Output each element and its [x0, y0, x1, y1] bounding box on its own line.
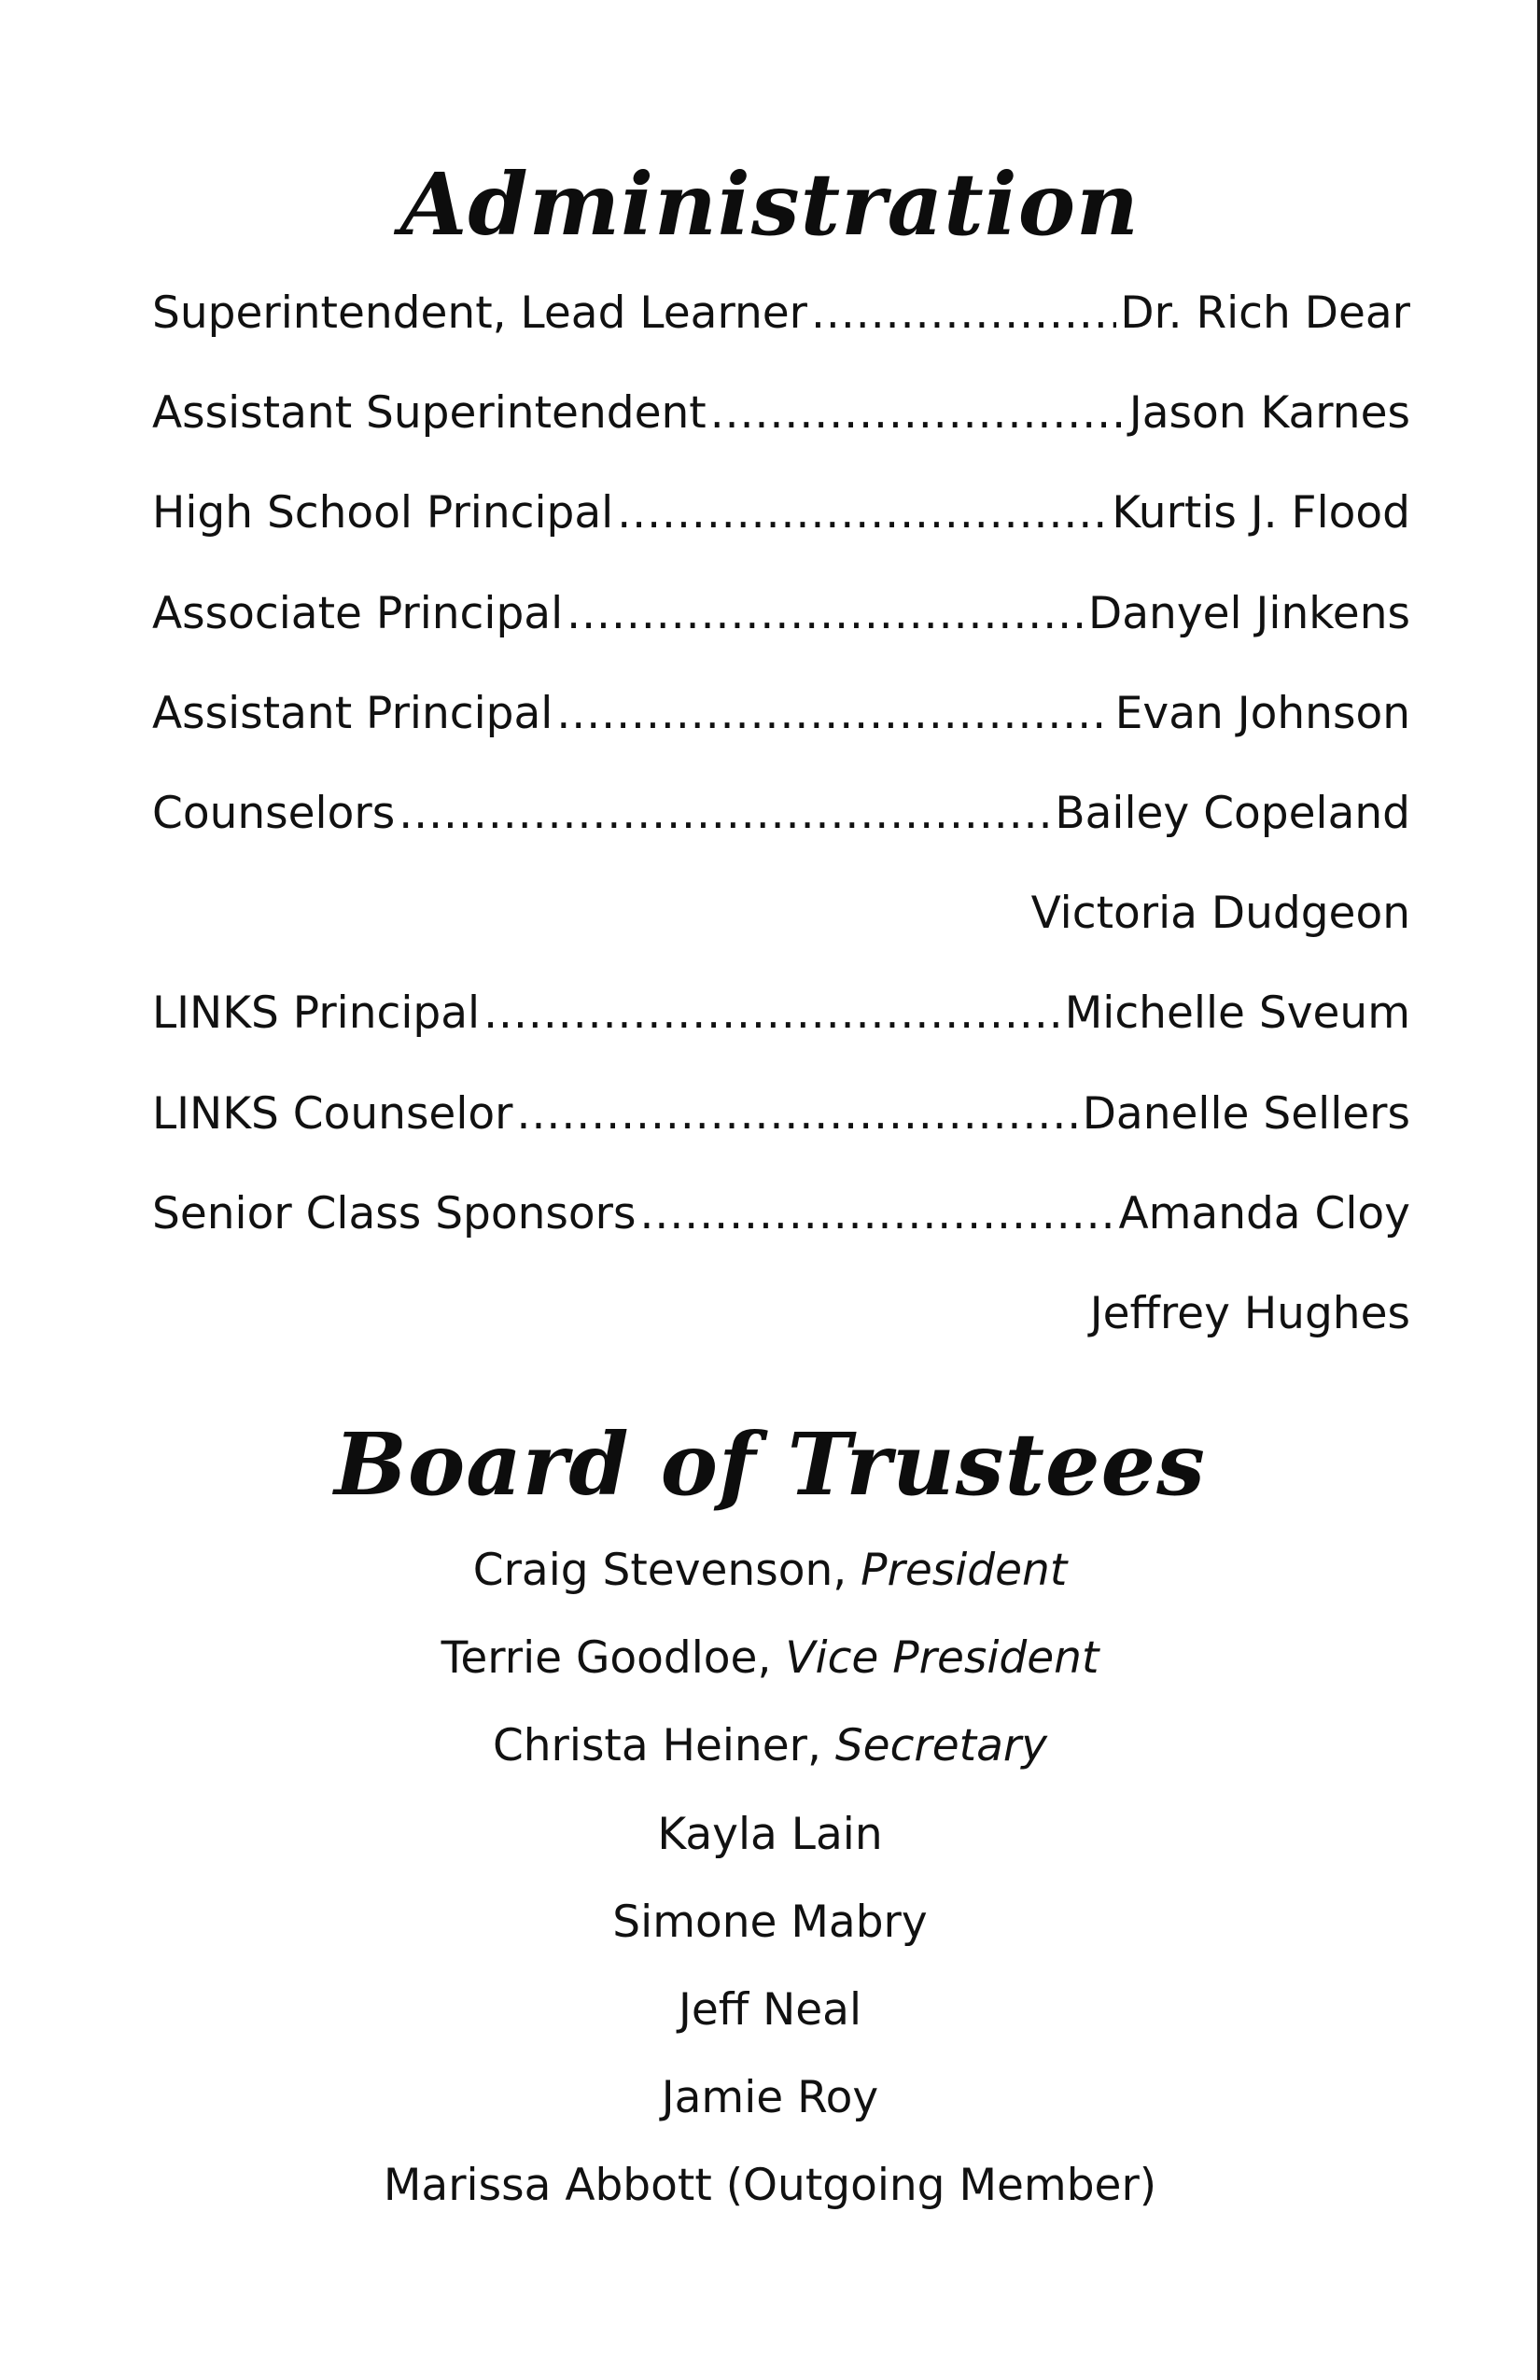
admin-role: High School Principal: [152, 487, 614, 539]
admin-role: Counselors: [152, 787, 396, 839]
admin-role: LINKS Counselor: [152, 1087, 513, 1140]
board-member: [0, 1711, 1540, 1799]
board-list: [0, 1535, 1540, 2239]
board-member-title: President: [861, 1545, 1068, 1596]
admin-role: Assistant Superintendent: [152, 387, 707, 440]
board-separator: ,: [757, 1632, 786, 1685]
board-member: [0, 1799, 1540, 1887]
admin-row: [152, 778, 1410, 878]
admin-role: Senior Class Sponsors: [152, 1187, 637, 1239]
board-member: [0, 1535, 1540, 1623]
admin-name: Dr. Rich Dear: [1120, 287, 1410, 339]
admin-row: [152, 1079, 1410, 1179]
admin-row: [152, 579, 1410, 679]
dot-leader: [483, 978, 1061, 1049]
administration-list: [152, 278, 1410, 1379]
board-separator: ,: [806, 1720, 835, 1772]
admin-row: [152, 278, 1410, 378]
board-member: [0, 1887, 1540, 1975]
admin-name: Danelle Sellers: [1082, 1087, 1410, 1140]
dot-leader: [639, 1179, 1114, 1250]
board-member: [0, 2063, 1540, 2150]
admin-name: Amanda Cloy: [1118, 1187, 1410, 1239]
board-member-name: Craig Stevenson: [472, 1545, 833, 1596]
board-member: [0, 1975, 1540, 2063]
board-heading: Board of Trustees: [334, 1414, 1206, 1515]
admin-name: Danyel Jinkens: [1088, 587, 1410, 639]
dot-leader: [517, 1079, 1079, 1150]
board-member-name: Marissa Abbott (Outgoing Member): [383, 2160, 1157, 2212]
admin-name: Victoria Dudgeon: [1030, 888, 1410, 940]
admin-role: LINKS Principal: [152, 987, 481, 1040]
admin-row-continuation: [152, 878, 1410, 978]
administration-heading: Administration: [400, 154, 1140, 255]
board-separator: ,: [833, 1545, 861, 1596]
admin-name: Jeffrey Hughes: [1089, 1287, 1410, 1339]
dot-leader: [811, 278, 1116, 349]
admin-name: Kurtis J. Flood: [1112, 487, 1410, 539]
board-member-title: Vice President: [785, 1632, 1099, 1685]
admin-role: Associate Principal: [152, 587, 564, 639]
admin-name: Jason Karnes: [1128, 387, 1410, 440]
board-member: [0, 2150, 1540, 2238]
board-member: [0, 1623, 1540, 1711]
admin-role: Assistant Principal: [152, 687, 553, 739]
dot-leader: [567, 579, 1085, 650]
admin-name: Evan Johnson: [1114, 687, 1410, 739]
board-member-title: Secretary: [834, 1720, 1048, 1772]
board-member-name: Simone Mabry: [612, 1896, 928, 1948]
admin-row-continuation: [152, 1279, 1410, 1379]
admin-row: [152, 679, 1410, 778]
board-member-name: Christa Heiner: [492, 1720, 807, 1772]
board-member-name: Jeff Neal: [678, 1983, 862, 2036]
admin-name: Bailey Copeland: [1055, 787, 1410, 839]
dot-leader: [710, 378, 1126, 449]
board-member-name: Kayla Lain: [657, 1808, 883, 1860]
admin-row: [152, 478, 1410, 578]
admin-row: [152, 378, 1410, 478]
board-member-name: Terrie Goodloe: [441, 1632, 758, 1685]
dot-leader: [399, 778, 1051, 849]
admin-role: Superintendent, Lead Learner: [152, 287, 807, 339]
admin-name: Michelle Sveum: [1064, 987, 1410, 1040]
admin-row: [152, 1179, 1410, 1279]
board-member-name: Jamie Roy: [661, 2072, 879, 2124]
dot-leader: [556, 679, 1111, 749]
dot-leader: [617, 478, 1108, 549]
admin-row: [152, 978, 1410, 1078]
